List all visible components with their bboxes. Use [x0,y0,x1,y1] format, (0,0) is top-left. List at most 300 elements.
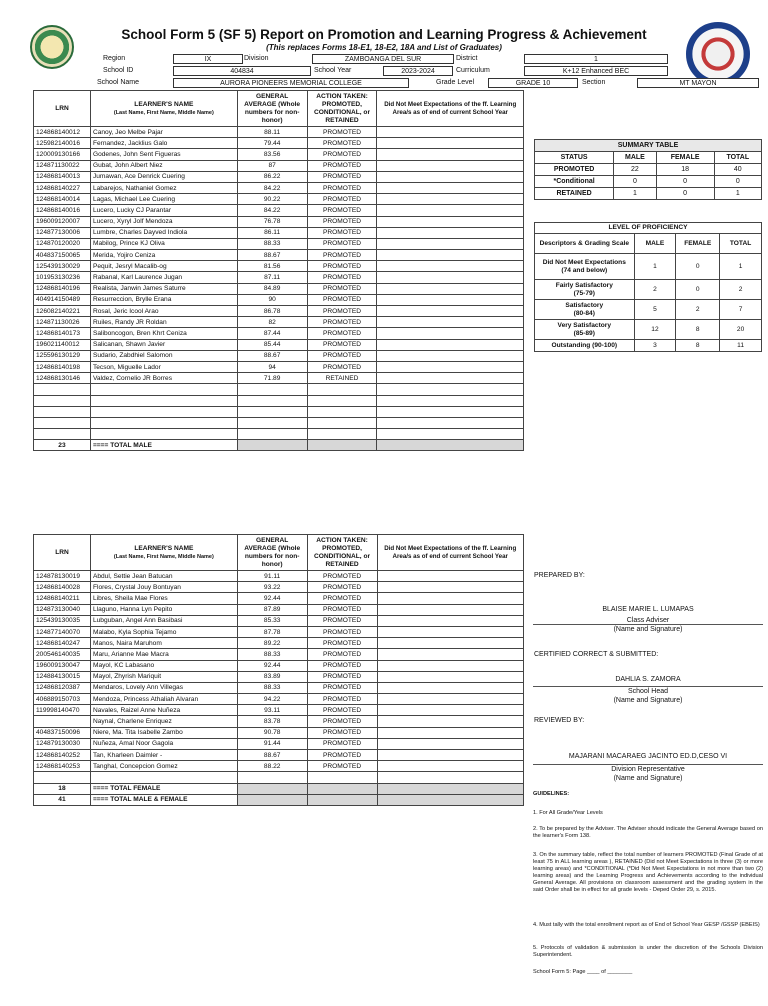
rep-signature-line [533,764,763,765]
unmet-areas-cell [377,604,524,615]
lrn-cell: 119998140470 [34,705,91,716]
proficiency-title: LEVEL OF PROFICIENCY [535,223,762,234]
learner-row [34,361,524,372]
grade-level-label: Grade Level [436,79,475,86]
certified-label: CERTIFIED CORRECT & SUBMITTED: [534,651,659,658]
action-taken-cell: PROMOTED [307,615,377,626]
lrn-cell: 125439130029 [34,261,91,272]
summary-col-female: FEMALE [656,152,714,164]
unmet-areas-cell [377,250,524,261]
page-indicator: School Form 5: Page ____ of ________ [533,969,633,975]
action-taken-cell: PROMOTED [307,238,377,249]
lrn-cell: 124884130015 [34,671,91,682]
lrn-cell: 124868120387 [34,682,91,693]
blank-row [34,772,524,783]
unmet-areas-cell [377,582,524,593]
unmet-areas-cell [377,205,524,216]
total-row [34,440,524,451]
col-action: ACTION TAKEN: PROMOTED, CONDITIONAL, or RETAINED [307,535,377,571]
learner-name-cell: Sudario, Zabdhiel Salomon [90,350,237,361]
general-average-cell: 89.22 [237,638,307,649]
head-role: School Head [627,688,669,695]
action-taken-cell: RETAINED [307,373,377,384]
learner-name-cell: Abdul, Settie Jean Batucan [90,571,237,582]
prof-row: Very Satisfactory (85-89) 12 8 20 [535,320,762,340]
male-learners-table [33,90,524,451]
general-average-cell: 90 [237,294,307,305]
unmet-areas-cell [377,294,524,305]
lrn-cell: 124868140014 [34,194,91,205]
learner-row [34,339,524,350]
learner-name-cell: Rosal, Jeric Icool Arao [90,306,237,317]
learner-row [34,238,524,249]
general-average-cell: 79.44 [237,138,307,149]
learner-row [34,626,524,637]
general-average-cell: 87.78 [237,626,307,637]
general-average-cell: 88.22 [237,761,307,772]
unmet-areas-cell [377,138,524,149]
learner-row [34,306,524,317]
unmet-areas-cell [377,283,524,294]
school-year-field: 2023-2024 [383,66,453,76]
general-average-cell: 88.67 [237,750,307,761]
blank-row [34,406,524,417]
blank-row [34,384,524,395]
lrn-cell: 124873130040 [34,604,91,615]
guidelines-title: GUIDELINES: [533,791,570,797]
col-unmet: Did Not Meet Expectations of the ff. Learning Area/s as of end of current School Year [377,91,524,127]
action-taken-cell: PROMOTED [307,705,377,716]
guideline-4: 4. Must tally with the total enrollment report as of End of School Year GESP /GSSP (EBEIS) [533,922,760,928]
lrn-cell: 124868140196 [34,283,91,294]
lrn-cell [34,716,91,727]
learner-name-cell: Maru, Arianne Mae Macra [90,649,237,660]
unmet-areas-cell [377,160,524,171]
unmet-areas-cell [377,328,524,339]
prepared-by-label: PREPARED BY: [534,572,585,579]
general-average-cell: 82 [237,317,307,328]
reviewed-label: REVIEWED BY: [534,717,585,724]
action-taken-cell: PROMOTED [307,328,377,339]
region-label: Region [103,55,126,62]
action-taken-cell: PROMOTED [307,761,377,772]
lrn-cell: 196009130047 [34,660,91,671]
action-taken-cell: PROMOTED [307,604,377,615]
learner-row [34,171,524,182]
lrn-cell: 124868140198 [34,361,91,372]
unmet-areas-cell [377,593,524,604]
unmet-areas-cell [377,373,524,384]
learner-name-cell: Lumbre, Charles Dayved Indiola [90,227,237,238]
school-id-field: 404834 [173,66,311,76]
learner-name-cell: Manos, Naira Maruhom [90,638,237,649]
learner-name-cell: Llaguno, Hanna Lyn Pepito [90,604,237,615]
general-average-cell: 88.67 [237,350,307,361]
adviser-role: Class Adviser [626,617,670,624]
prof-col-male: MALE [634,234,676,254]
lrn-cell: 404837150065 [34,250,91,261]
lrn-cell: 124877130006 [34,227,91,238]
unmet-areas-cell [377,261,524,272]
learner-row [34,705,524,716]
learner-row [34,227,524,238]
learner-row [34,272,524,283]
learner-row [34,593,524,604]
learner-row [34,261,524,272]
division-field: ZAMBOANGA DEL SUR [312,54,454,64]
action-taken-cell: PROMOTED [307,261,377,272]
learner-name-cell: Tanghal, Concepcion Gomez [90,761,237,772]
learner-name-cell: Nuñeza, Amal Noor Gagola [90,738,237,749]
unmet-areas-cell [377,660,524,671]
learner-row [34,727,524,738]
lrn-cell: 124868140252 [34,750,91,761]
unmet-areas-cell [377,272,524,283]
general-average-cell: 86.11 [237,227,307,238]
learner-name-cell: Ruiles, Randy JR Roldan [90,317,237,328]
action-taken-cell: PROMOTED [307,638,377,649]
general-average-cell: 71.89 [237,373,307,384]
unmet-areas-cell [377,317,524,328]
col-action: ACTION TAKEN: PROMOTED, CONDITIONAL, or RETAINED [307,91,377,127]
action-taken-cell: PROMOTED [307,682,377,693]
action-taken-cell: PROMOTED [307,149,377,160]
lrn-cell: 124879130030 [34,738,91,749]
school-name-label: School Name [97,79,140,86]
learner-row [34,373,524,384]
lrn-cell: 126082140221 [34,306,91,317]
total-label-cell: ==== TOTAL FEMALE [90,783,237,794]
summary-table [534,139,762,200]
section-field: MT MAYON [637,78,759,88]
learner-row [34,216,524,227]
col-avg: GENERAL AVERAGE (Whole numbers for non-honor) [237,91,307,127]
unmet-areas-cell [377,705,524,716]
guideline-1: 1. For All Grade/Year Levels [533,810,603,816]
col-lrn: LRN [34,91,91,127]
learner-row [34,649,524,660]
unmet-areas-cell [377,571,524,582]
learner-row [34,582,524,593]
learner-name-cell: Valdez, Cornelio JR Borres [90,373,237,384]
total-count-cell: 18 [34,783,91,794]
unmet-areas-cell [377,238,524,249]
lrn-cell: 124868140173 [34,328,91,339]
learner-row [34,761,524,772]
learner-row [34,182,524,193]
proficiency-table [534,222,762,352]
unmet-areas-cell [377,227,524,238]
learner-name-cell: Tecson, Miguelle Lador [90,361,237,372]
learner-row [34,138,524,149]
prof-row: Fairly Satisfactory (75-79) 2 0 2 [535,280,762,300]
learner-row [34,127,524,138]
general-average-cell: 86.22 [237,171,307,182]
lrn-cell: 196009120007 [34,216,91,227]
total-row [34,783,524,794]
learner-name-cell: Godenes, John Sent Figueras [90,149,237,160]
general-average-cell: 93.11 [237,705,307,716]
lrn-cell: 124877140070 [34,626,91,637]
learner-name-cell: Lucero, Xyryl Jolf Mendoza [90,216,237,227]
action-taken-cell: PROMOTED [307,306,377,317]
action-taken-cell: PROMOTED [307,216,377,227]
unmet-areas-cell [377,738,524,749]
unmet-areas-cell [377,149,524,160]
learner-name-cell: Jumawan, Ace Denrick Cuering [90,171,237,182]
general-average-cell: 76.78 [237,216,307,227]
general-average-cell: 87.44 [237,328,307,339]
general-average-cell: 88.33 [237,682,307,693]
region-field: IX [173,54,243,64]
learner-row [34,194,524,205]
learner-name-cell: Labarejos, Nathaniel Gomez [90,182,237,193]
prof-col-female: FEMALE [676,234,720,254]
lrn-cell: 124871130026 [34,317,91,328]
unmet-areas-cell [377,615,524,626]
general-average-cell: 92.44 [237,660,307,671]
general-average-cell: 84.89 [237,283,307,294]
action-taken-cell: PROMOTED [307,205,377,216]
learner-row [34,671,524,682]
learner-row [34,604,524,615]
learner-row [34,750,524,761]
unmet-areas-cell [377,761,524,772]
learner-name-cell: Mabilog, Prince KJ Oliva [90,238,237,249]
guideline-2: 2. To be prepared by the Adviser. The Adviser should indicate the General Average based on the learner's Form 138. [533,826,763,839]
unmet-areas-cell [377,716,524,727]
female-learners-table [33,534,524,806]
general-average-cell: 81.56 [237,261,307,272]
action-taken-cell: PROMOTED [307,182,377,193]
lrn-cell: 101953130236 [34,272,91,283]
learner-row [34,738,524,749]
adviser-name: BLAISE MARIE L. LUMAPAS [602,606,694,613]
learner-row [34,638,524,649]
general-average-cell: 90.78 [237,727,307,738]
general-average-cell: 88.33 [237,649,307,660]
general-average-cell: 93.22 [237,582,307,593]
general-average-cell: 87 [237,160,307,171]
general-average-cell: 91.44 [237,738,307,749]
action-taken-cell: PROMOTED [307,272,377,283]
lrn-cell: 125439130035 [34,615,91,626]
lrn-cell: 124868140211 [34,593,91,604]
general-average-cell: 88.67 [237,250,307,261]
lrn-cell: 124868140028 [34,582,91,593]
unmet-areas-cell [377,671,524,682]
action-taken-cell: PROMOTED [307,171,377,182]
prof-col-total: TOTAL [720,234,762,254]
lrn-cell: 120009130166 [34,149,91,160]
unmet-areas-cell [377,306,524,317]
action-taken-cell: PROMOTED [307,694,377,705]
lrn-cell: 124868140016 [34,205,91,216]
form-title: School Form 5 (SF 5) Report on Promotion and Learning Progress & Achievement [121,27,647,42]
general-average-cell: 84.22 [237,182,307,193]
general-average-cell: 88.33 [237,238,307,249]
unmet-areas-cell [377,127,524,138]
action-taken-cell: PROMOTED [307,727,377,738]
general-average-cell: 85.33 [237,615,307,626]
form-subtitle: (This replaces Forms 18-E1, 18-E2, 18A and List of Graduates) [266,43,502,52]
learner-name-cell: Malabo, Kyla Sophia Tejamo [90,626,237,637]
learner-row [34,350,524,361]
action-taken-cell: PROMOTED [307,716,377,727]
action-taken-cell: PROMOTED [307,127,377,138]
rep-note: (Name and Signature) [613,775,683,782]
total-row [34,794,524,805]
learner-row [34,250,524,261]
unmet-areas-cell [377,339,524,350]
prof-row: Outstanding (90-100) 3 8 11 [535,340,762,352]
learner-row [34,615,524,626]
general-average-cell: 92.44 [237,593,307,604]
general-average-cell: 83.56 [237,149,307,160]
learner-row [34,682,524,693]
learner-name-cell: Naynal, Charlene Enriquez [90,716,237,727]
learner-name-cell: Canoy, Jeo Melbe Pajar [90,127,237,138]
lrn-cell: 124878130019 [34,571,91,582]
action-taken-cell: PROMOTED [307,750,377,761]
learner-name-cell: Resurreccion, Brylle Erana [90,294,237,305]
col-lrn: LRN [34,535,91,571]
action-taken-cell: PROMOTED [307,649,377,660]
lrn-cell: 124868130146 [34,373,91,384]
action-taken-cell: PROMOTED [307,593,377,604]
adviser-note: (Name and Signature) [613,626,683,633]
general-average-cell: 83.89 [237,671,307,682]
lrn-cell: 124870120020 [34,238,91,249]
unmet-areas-cell [377,626,524,637]
general-average-cell: 94.22 [237,694,307,705]
blank-row [34,395,524,406]
general-average-cell: 88.11 [237,127,307,138]
learner-name-cell: Mayol, KC Labasano [90,660,237,671]
learner-name-cell: Lubguban, Angel Ann Basibasi [90,615,237,626]
lrn-cell: 406889150703 [34,694,91,705]
action-taken-cell: PROMOTED [307,250,377,261]
general-average-cell: 94 [237,361,307,372]
lrn-cell: 124868140247 [34,638,91,649]
summary-col-male: MALE [614,152,657,164]
col-unmet: Did Not Meet Expectations of the ff. Learning Area/s as of end of current School Year [377,535,524,571]
division-label: Division [244,55,269,62]
col-name: LEARNER'S NAME (Last Name, First Name, Middle Name) [90,535,237,571]
action-taken-cell: PROMOTED [307,227,377,238]
action-taken-cell: PROMOTED [307,350,377,361]
learner-row [34,716,524,727]
summary-row-retained: RETAINED 1 0 1 [535,188,762,200]
action-taken-cell: PROMOTED [307,283,377,294]
rep-name: MAJARANI MACARAEG JACINTO ED.D,CESO VI [568,753,728,760]
learner-row [34,294,524,305]
guideline-5: 5. Protocols of validation & submission is under the discretion of the Schools Division Superintendent. [533,945,763,958]
summary-col-total: TOTAL [714,152,761,164]
general-average-cell: 83.78 [237,716,307,727]
summary-row-conditional: *Conditional 0 0 0 [535,176,762,188]
district-field: 1 [524,54,668,64]
action-taken-cell: PROMOTED [307,194,377,205]
school-year-label: School Year [314,67,352,74]
unmet-areas-cell [377,638,524,649]
lrn-cell: 196021140012 [34,339,91,350]
col-avg: GENERAL AVERAGE (Whole numbers for non-honor) [237,535,307,571]
learner-name-cell: Saliboncogon, Bren Khrt Ceniza [90,328,237,339]
section-label: Section [582,79,606,86]
general-average-cell: 86.78 [237,306,307,317]
general-average-cell: 85.44 [237,339,307,350]
general-average-cell: 87.11 [237,272,307,283]
lrn-cell: 404837150096 [34,727,91,738]
unmet-areas-cell [377,682,524,693]
adviser-signature-line [533,624,763,625]
rep-role: Division Representative [611,766,685,773]
action-taken-cell: PROMOTED [307,582,377,593]
total-label-cell: ==== TOTAL MALE & FEMALE [90,794,237,805]
grade-level-field: GRADE 10 [488,78,578,88]
general-average-cell: 84.22 [237,205,307,216]
action-taken-cell: PROMOTED [307,571,377,582]
learner-row [34,694,524,705]
total-count-cell: 23 [34,440,91,451]
learner-name-cell: Navales, Raizel Anne Nuñeza [90,705,237,716]
action-taken-cell: PROMOTED [307,660,377,671]
head-signature-line [533,686,763,687]
school-name-field: AURORA PIONEERS MEMORIAL COLLEGE [173,78,409,88]
action-taken-cell: PROMOTED [307,738,377,749]
learner-name-cell: Lucero, Lucky CJ Parantar [90,205,237,216]
learner-name-cell: Niere, Ma. Tita Isabelle Zambo [90,727,237,738]
general-average-cell: 90.22 [237,194,307,205]
unmet-areas-cell [377,361,524,372]
summary-row-promoted: PROMOTED 22 18 40 [535,164,762,176]
learner-name-cell: Rabanal, Karl Laurence Jugan [90,272,237,283]
learner-row [34,660,524,671]
action-taken-cell: PROMOTED [307,626,377,637]
lrn-cell: 124868140013 [34,171,91,182]
unmet-areas-cell [377,182,524,193]
total-label-cell: ==== TOTAL MALE [90,440,237,451]
col-name: LEARNER'S NAME (Last Name, First Name, Middle Name) [90,91,237,127]
learner-name-cell: Fernandez, Jacklius Galo [90,138,237,149]
school-id-label: School ID [103,67,134,74]
head-name: DAHLIA S. ZAMORA [615,676,681,683]
unmet-areas-cell [377,216,524,227]
learner-row [34,160,524,171]
unmet-areas-cell [377,694,524,705]
unmet-areas-cell [377,350,524,361]
curriculum-label: Curriculum [456,67,490,74]
learner-row [34,205,524,216]
blank-row [34,417,524,428]
blank-row [34,429,524,440]
unmet-areas-cell [377,649,524,660]
lrn-cell: 125982140016 [34,138,91,149]
summary-title: SUMMARY TABLE [535,140,762,152]
summary-col-status: STATUS [535,152,614,164]
action-taken-cell: PROMOTED [307,361,377,372]
learner-name-cell: Mendaros, Lovely Ann Villegas [90,682,237,693]
learner-name-cell: Salicanan, Shawn Javier [90,339,237,350]
learner-row [34,328,524,339]
learner-name-cell: Mayol, Zhyrish Mariquit [90,671,237,682]
learner-row [34,283,524,294]
lrn-cell: 124871130022 [34,160,91,171]
learner-name-cell: Tan, Kharleen Daimler - [90,750,237,761]
lrn-cell: 200546140035 [34,649,91,660]
district-label: District [456,55,478,62]
